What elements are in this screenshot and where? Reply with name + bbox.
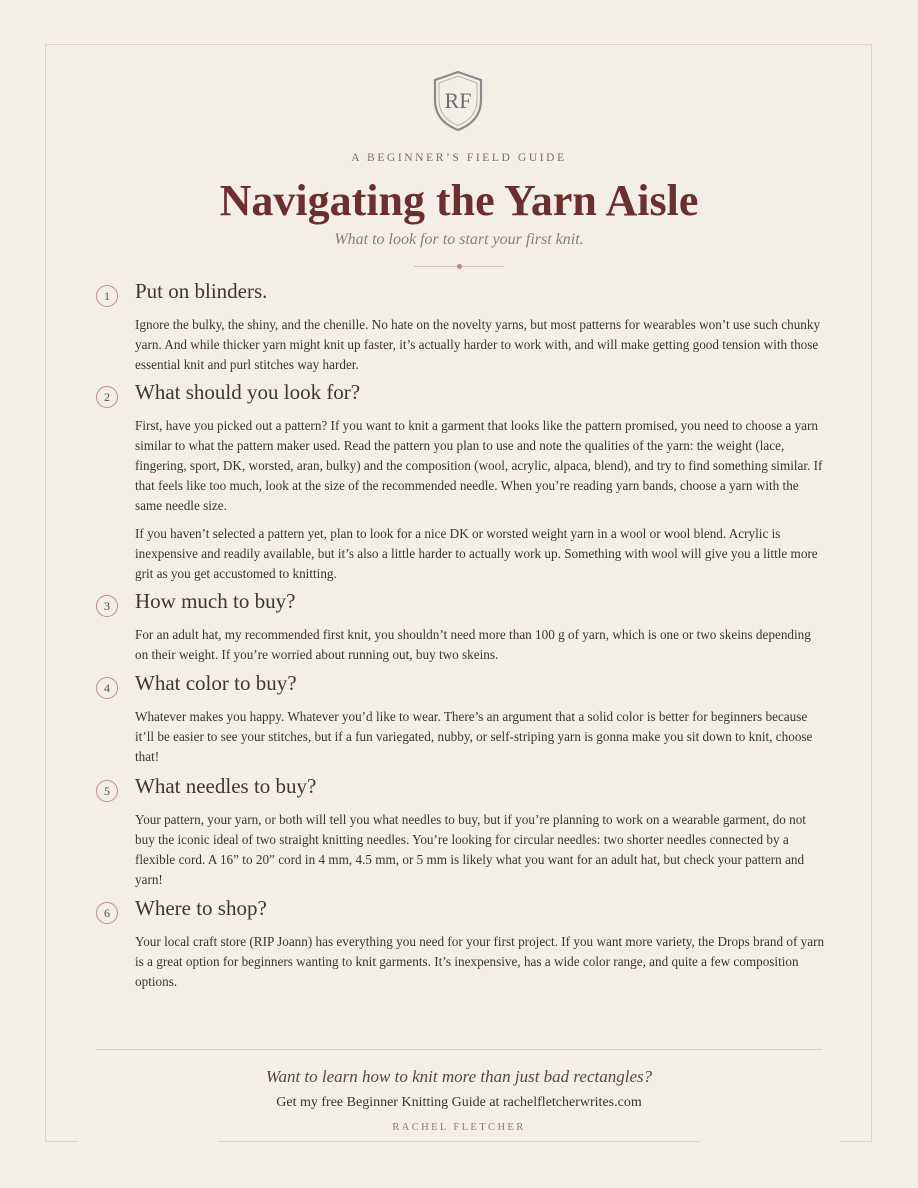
divider-dot	[457, 264, 462, 269]
section-body	[135, 810, 825, 898]
author-name: RACHEL FLETCHER	[392, 1122, 526, 1133]
section-title: What needles to buy?	[135, 774, 317, 798]
section-paragraph: Your local craft store (RIP Joann) has everything you need for your first project. If you want more variety, the Drops brand of yarn is a great option for beginners wanting to knit garments. It’s inexpensive, has a wide color range, and quite a few composition options.	[135, 934, 825, 989]
section-title: Where to shop?	[135, 896, 267, 920]
section-paragraph: Ignore the bulky, the shiny, and the chenille. No hate on the novelty yarns, but most patterns for wearables won’t use such chunky yarn. And while thicker yarn might knit up faster, it’s actually harder to work with, and will make getting good tension with those essential knit and purl stitches way harder.	[135, 317, 821, 372]
section-number-badge: 3	[96, 595, 118, 617]
section-body	[135, 932, 825, 1000]
section-title: What color to buy?	[135, 671, 297, 695]
section-number-badge: 5	[96, 780, 118, 802]
footer-divider	[96, 1049, 822, 1050]
shield-logo-icon	[431, 70, 485, 132]
page-subtitle: What to look for to start your first knit.	[334, 231, 584, 248]
page-title: Navigating the Yarn Aisle	[219, 176, 699, 225]
section-body	[135, 625, 825, 673]
footer-cta-heading: Want to learn how to knit more than just bad rectangles?	[265, 1067, 653, 1086]
footer-cta-line	[0, 1095, 918, 1111]
section-body	[135, 416, 825, 592]
section-paragraph: Your pattern, your yarn, or both will tell you what needles to buy, but if you’re planning to work on a wearable garment, do not buy the iconic ideal of two straight knitting needles. You’re looking for circular needles: two shorter needles connected by a flexible cord. A 16” to 20” cord in 4 mm, 4.5 mm, or 5 mm is likely what you want for an adult hat, but check your pattern and yarn!	[135, 812, 806, 887]
section-number-badge: 1	[96, 285, 118, 307]
section-paragraph: For an adult hat, my recommended first knit, you shouldn’t need more than 100 g of yarn, which is one or two skeins depending on their weight. If you’re worried about running out, buy two skeins.	[135, 627, 811, 662]
section-paragraph: If you haven’t selected a pattern yet, plan to look for a nice DK or worsted weight yarn in a wool or wool blend. Acrylic is inexpensive and readily available, but it’s also a little harder to actually work up. Something with wool will give you a little more grit as you get accustomed to knitting.	[135, 526, 818, 581]
section-number-badge: 2	[96, 386, 118, 408]
section-title: Put on blinders.	[135, 279, 268, 303]
logo-monogram: RF	[444, 88, 472, 113]
section-body	[135, 707, 825, 775]
section-body	[135, 315, 825, 383]
section-title: What should you look for?	[135, 380, 361, 404]
footer-cta-text: Get my free Beginner Knitting Guide at	[276, 1095, 503, 1110]
section-title: How much to buy?	[135, 589, 296, 613]
website-link[interactable]: rachelfletcherwrites.com	[502, 1095, 642, 1110]
section-paragraph: First, have you picked out a pattern? If you want to knit a garment that looks like the pattern promised, you need to choose a yarn similar to what the pattern maker used. Read the pattern you plan to use and note the qualities of the yarn: the weight (lace, fingering, sport, DK, worsted, aran, bulky) and the composition (wool, acrylic, alpaca, blend), and try to find something similar. If that feels like too much, look at the size of the recommended needle. When you’re reading yarn bands, choose a yarn with the same needle size.	[135, 418, 823, 513]
section-number-badge: 6	[96, 902, 118, 924]
section-number-badge: 4	[96, 677, 118, 699]
eyebrow-label: A BEGINNER’S FIELD GUIDE	[351, 152, 567, 164]
section-paragraph: Whatever makes you happy. Whatever you’d like to wear. There’s an argument that a solid color is better for beginners because it’ll be easier to see your stitches, but if a fun variegated, nubby, or self-striping yarn is gonna make you sit down to knit, choose that!	[135, 709, 813, 764]
